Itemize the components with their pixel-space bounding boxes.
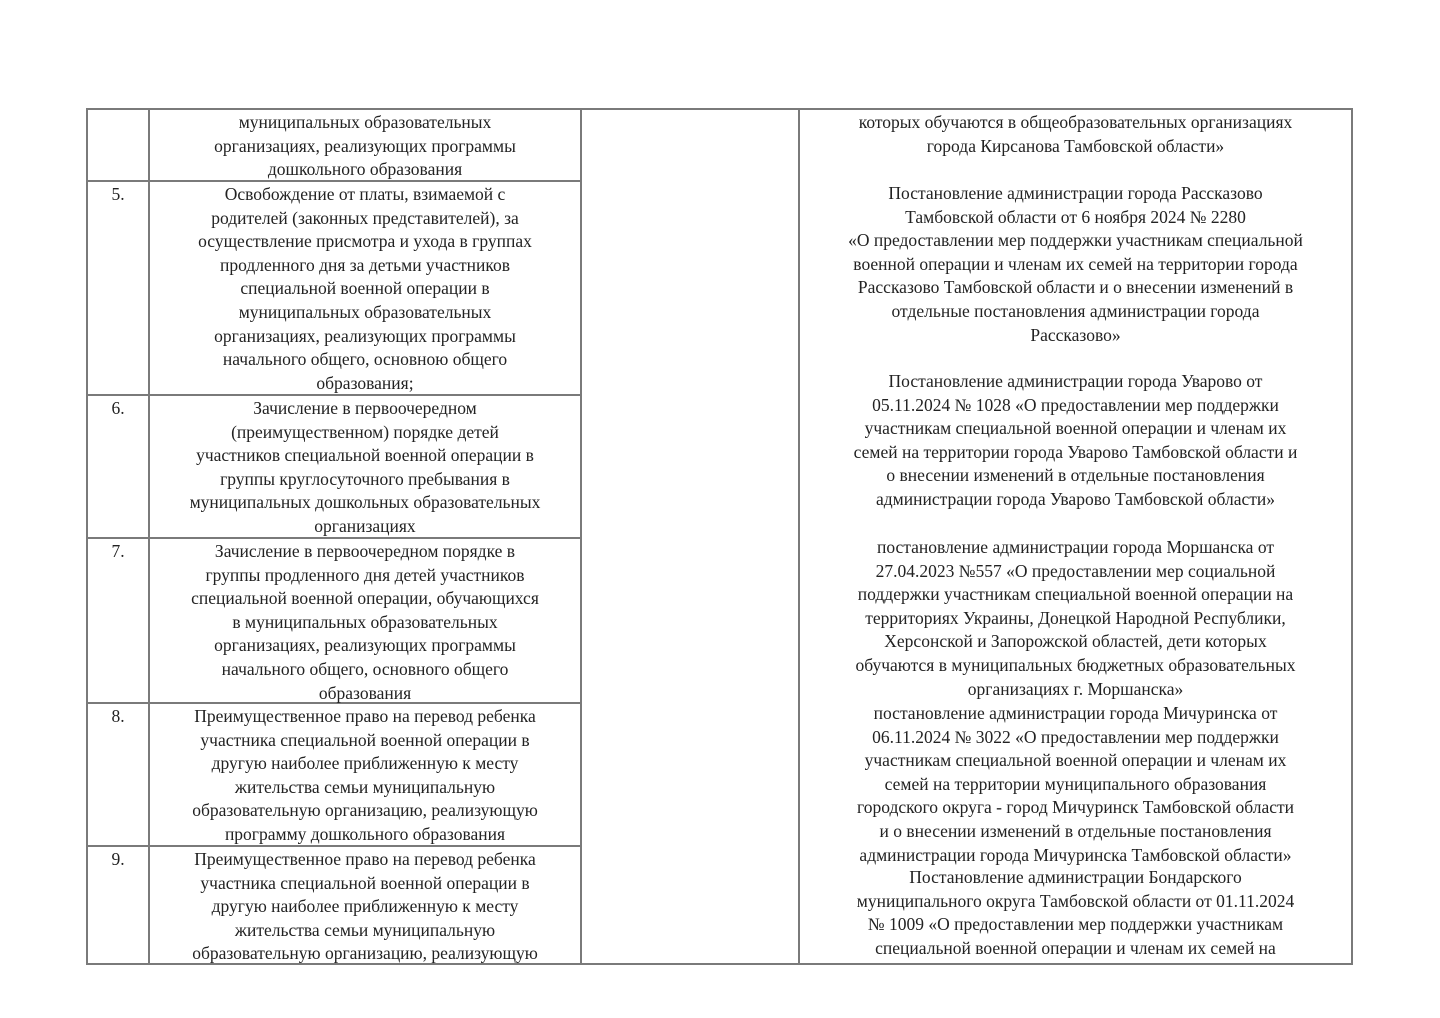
legal-document: Постановление администрации города Уварово от 05.11.2024 № 1028 «О предоставлении мер поддержки участникам специальной военной операции и членам их семей на территории города Уварово Тамбовской области и о внесении изменений в отдельные постановления администрации города Уварово Тамбовской области» xyxy=(853,371,1298,509)
legal-document: Постановление администрации города Рассказово Тамбовской области от 6 ноября 2024 № 2280 «О предоставлении мер поддержки участникам специальной военной операции и членам их семей на территории города Рассказово Тамбовской области и о внесении изменений в отдельные постановления администрации города Рассказово» xyxy=(848,183,1303,345)
measure-description: Зачисление в первоочередном порядке в группы продленного дня детей участников специальной военной операции, обучающихся в муниципальных образовательных организациях, реализующих программы начального общего, основного общего образования xyxy=(191,541,539,703)
measure-description: Преимущественное право на перевод ребенка участника специальной военной операции в другую наиболее приближенную к месту жительства семьи муниципальную образовательную организацию, реализующую программу дошкольного образования xyxy=(192,706,538,844)
legal-document: постановление администрации города Мичуринска от 06.11.2024 № 3022 «О предоставлении мер поддержки участникам специальной военной операции и членам их семей на территории муниципального образования городского округа - город Мичуринск Тамбовской области и о внесении изменений в отдельные постановления администрации города Мичуринска Тамбовской области» xyxy=(856,703,1295,865)
measure-description: муниципальных образовательных организациях, реализующих программы дошкольного образования xyxy=(214,112,516,180)
row-number: 7. xyxy=(111,541,125,561)
row-number: 5. xyxy=(111,184,125,204)
measure-description: Зачисление в первоочередном (преимущественном) порядке детей участников специальной военной операции в группы круглосуточного пребывания в муниципальных дошкольных образовательных организациях xyxy=(189,398,541,536)
table-border-right xyxy=(1351,108,1353,965)
table-border-top xyxy=(86,108,1353,110)
measure-description: Преимущественное право на перевод ребенка участника специальной военной операции в другую наиболее приближенную к месту жительства семьи муниципальную образовательную организацию, реализующую xyxy=(192,849,538,964)
legal-document: которых обучаются в общеобразовательных организациях города Кирсанова Тамбовской области» xyxy=(858,112,1293,156)
measure-description: Освобождение от платы, взимаемой с родителей (законных представителей), за осуществление присмотра и ухода в группах продленного дня за детьми участников специальной военной операции в муниципальных образовательных организациях, реализующих программы начального общего, основною общего образования; xyxy=(198,184,532,393)
legal-document: постановление администрации города Моршанска от 27.04.2023 №557 «О предоставлении мер социальной поддержки участникам специальной военной операции на территориях Украины, Донецкой Народной Республики, Херсонской и Запорожской областей, дети которых обучаются в муниципальных бюджетных образовательных организациях г. Моршанска» xyxy=(855,537,1296,699)
row-number: 8. xyxy=(111,706,125,726)
legal-document: Постановление администрации Бондарского муниципального округа Тамбовской области от 01.11.2024 № 1009 «О предоставлении мер поддержки участникам специальной военной операции и членам их семей на xyxy=(856,867,1295,958)
row-number: 9. xyxy=(111,849,125,869)
row-number: 6. xyxy=(111,398,125,418)
row-number xyxy=(88,111,148,180)
